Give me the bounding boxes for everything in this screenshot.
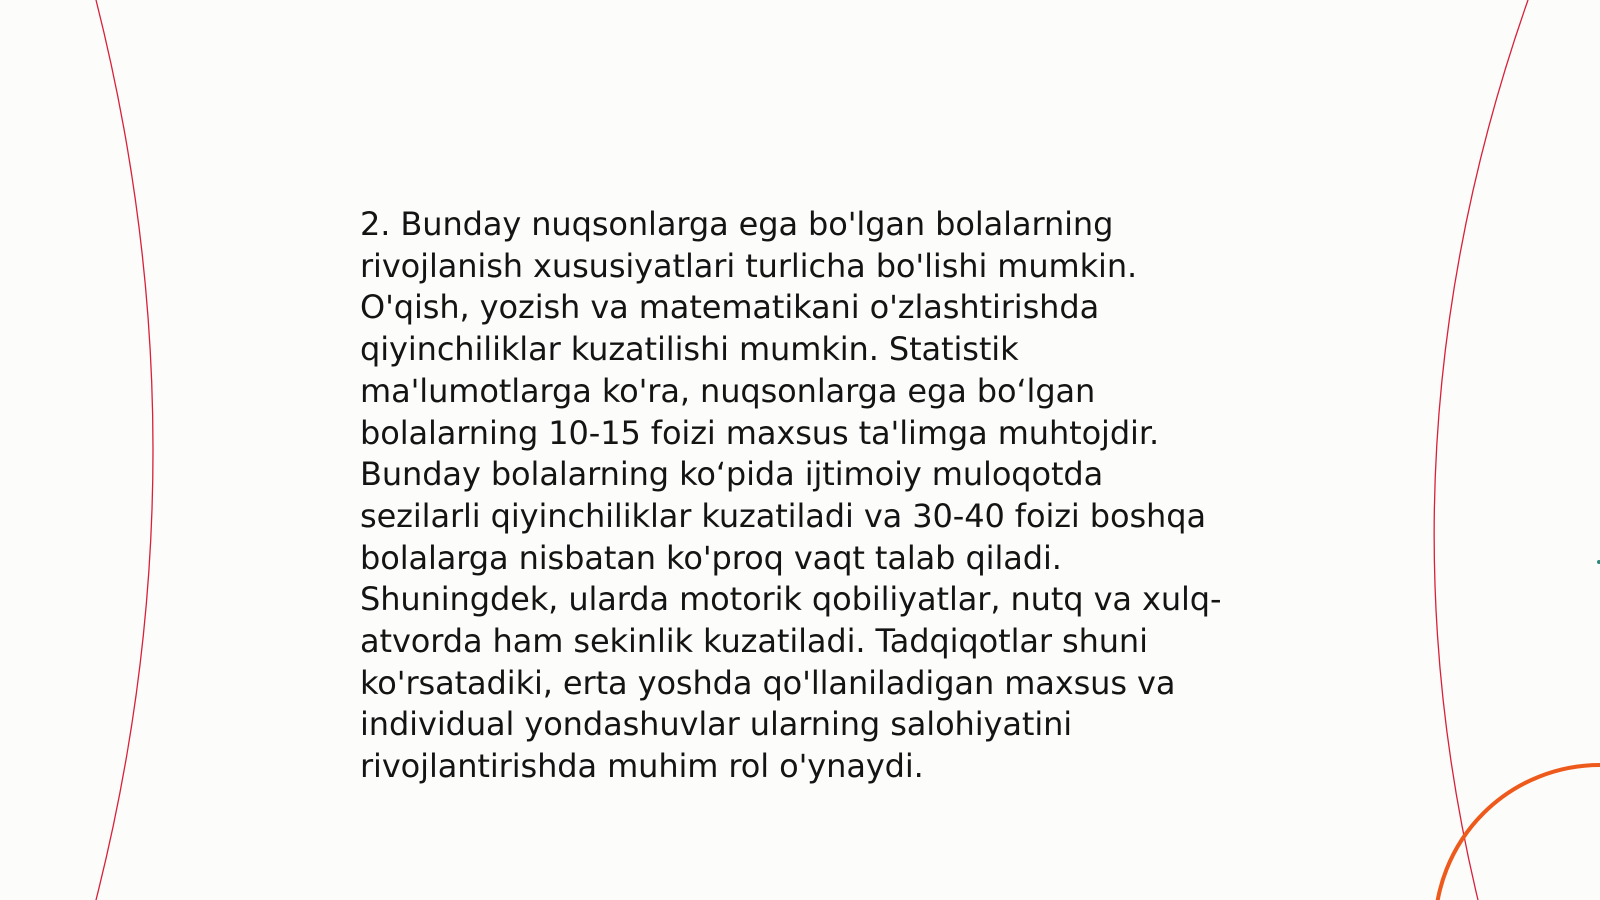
orange-ring-decoration (1435, 765, 1600, 900)
left-curve-line (96, 0, 153, 900)
slide-body-paragraph: 2. Bunday nuqsonlarga ega bo'lgan bolalarning rivojlanish xususiyatlari turlicha bo'lishi mumkin. O'qish, yozish va matematikani o'zlashtirishda qiyinchiliklar kuzatilishi mumkin. Statistik ma'lumotlarga ko'ra, nuqsonlarga ega bo‘lgan bolalarning 10-15 foizi maxsus ta'limga muhtojdir. Bunday bolalarning ko‘pida ijtimoiy muloqotda sezilarli qiyinchiliklar kuzatiladi va 30-40 foizi boshqa bolalarga nisbatan ko'proq vaqt talab qiladi. Shuningdek, ularda motorik qobiliyatlar, nutq va xulq- atvorda ham sekinlik kuzatiladi. Tadqiqotlar shuni ko'rsatadiki, erta yoshda qo'llaniladigan maxsus va individual yondashuvlar ularning salohiyatini rivojlantirishda muhim rol o'ynaydi. (360, 205, 1222, 786)
right-curve-line (1434, 0, 1528, 900)
